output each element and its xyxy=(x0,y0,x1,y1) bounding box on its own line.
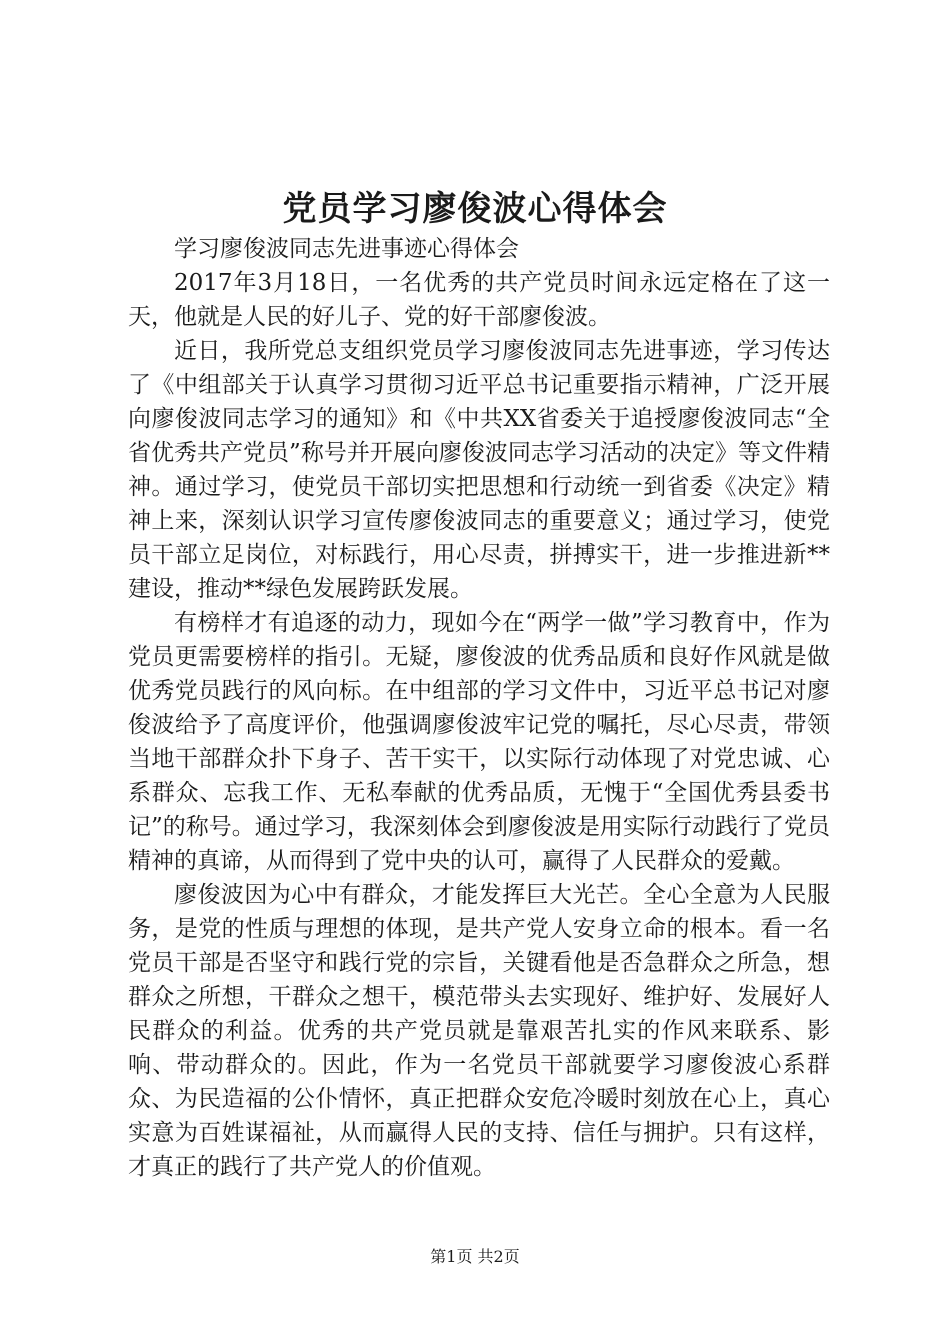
page-footer xyxy=(0,1245,950,1269)
paragraph-3: 有榜样才有追逐的动力，现如今在“两学一做”学习教育中，作为党员更需要榜样的指引。无疑，廖俊波的优秀品质和良好作风就是做优秀党员践行的风向标。在中组部的学习文件中，习近平总书记对廖俊波给予了高度评价，他强调廖俊波牢记党的嘱托，尽心尽责，带领当地干部群众扑下身子、苦干实干，以实际行动体现了对党忠诚、心系群众、忘我工作、无私奉献的优秀品质，无愧于“全国优秀县委书记”的称号。通过学习，我深刻体会到廖俊波是用实际行动践行了党员精神的真谛，从而得到了党中央的认可，赢得了人民群众的爱戴。 xyxy=(128,610,830,874)
document-title: 党员学习廖俊波心得体会 xyxy=(282,189,668,229)
paragraph-4: 廖俊波因为心中有群众，才能发挥巨大光芒。全心全意为人民服务，是党的性质与理想的体现，是共产党人安身立命的根本。看一名党员干部是否坚守和践行党的宗旨，关键看他是否急群众之所急，想群众之所想，干群众之想干，模范带头去实现好、维护好、发展好人民群众的利益。优秀的共产党员就是靠艰苦扎实的作风来联系、影响、带动群众的。因此，作为一名党员干部就要学习廖俊波心系群众、为民造福的公仆情怀，真正把群众安危冷暖时刻放在心上，真心实意为百姓谋福祉，从而赢得人民的支持、信任与拥护。只有这样，才真正的践行了共产党人的价值观。 xyxy=(128,882,830,1180)
document-body xyxy=(128,232,830,1184)
paragraph-1: 2017年3月18日，一名优秀的共产党员时间永远定格在了这一天，他就是人民的好儿子、党的好干部廖俊波。 xyxy=(128,270,830,330)
page-indicator: 第1页 共2页 xyxy=(430,1247,520,1266)
paragraph-2: 近日，我所党总支组织党员学习廖俊波同志先进事迹，学习传达了《中组部关于认真学习贯彻习近平总书记重要指示精神，广泛开展向廖俊波同志学习的通知》和《中共XX省委关于追授廖俊波同志“全省优秀共产党员”称号并开展向廖俊波同志学习活动的决定》等文件精神。通过学习，使党员干部切实把思想和行动统一到省委《决定》精神上来，深刻认识学习宣传廖俊波同志的重要意义；通过学习，使党员干部立足岗位，对标践行，用心尽责，拼搏实干，进一步推进新**建设，推动**绿色发展跨跃发展。 xyxy=(128,338,830,602)
paragraph-subtitle: 学习廖俊波同志先进事迹心得体会 xyxy=(174,236,519,262)
